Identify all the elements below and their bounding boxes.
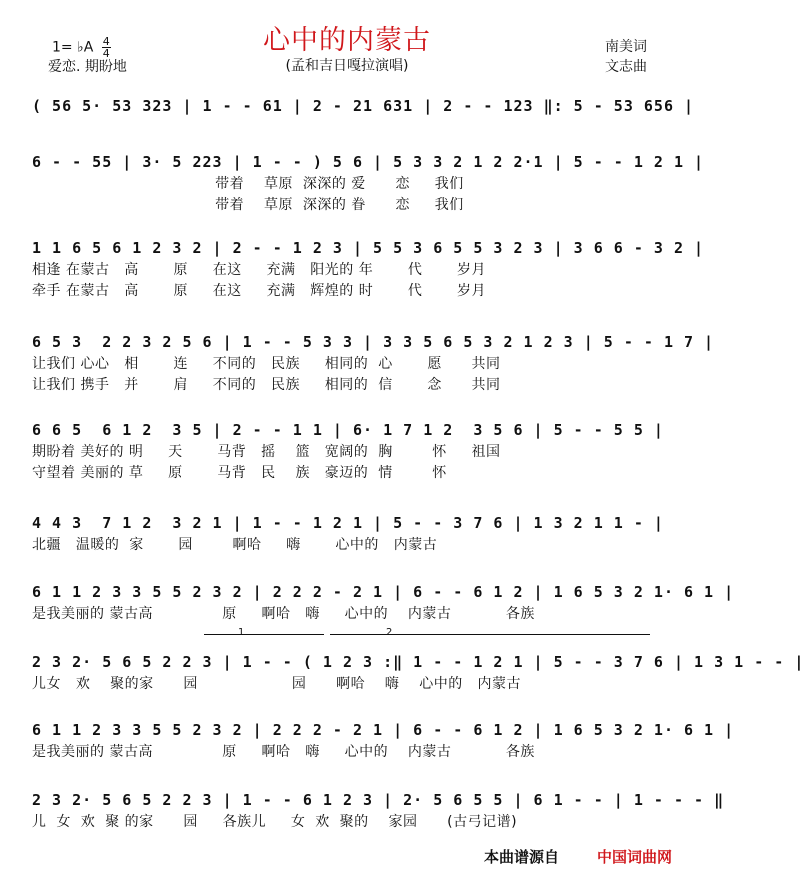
time-bottom: 4 (102, 47, 110, 60)
score-system-7 (32, 580, 735, 625)
expression-mark: 爱恋. 期盼地 (48, 59, 127, 75)
notation-line: 4 4 3 7 1 2 3 2 1 | 1 - - 1 2 1 | 5 - - 3 7 6 | 1 3 2 1 1 - | (32, 514, 664, 532)
volta-label-1: 1 (238, 627, 245, 638)
notation-line: 6 5 3 2 2 3 2 5 6 | 1 - - 5 3 3 | 3 3 5 6 5 3 2 1 2 3 | 5 - - 1 7 | (32, 333, 715, 351)
key-label: 1= ♭A (52, 39, 94, 56)
notation-line: 6 - - 55 | 3· 5 223 | 1 - - ) 5 6 | 5 3 3 2 1 2 2·1 | 5 - - 1 2 1 | (32, 153, 705, 171)
score-system-5 (32, 418, 664, 484)
lyric-line-1: 带着 草原 深深的 爱 恋 我们 (32, 176, 464, 192)
performer-note: (孟和吉日嘎拉演唱) (285, 58, 409, 74)
lyric-line-1: 北疆 温暖的 家 园 啊哈 嗨 心中的 内蒙古 (32, 537, 438, 553)
notation-line: 6 1 1 2 3 3 5 5 2 3 2 | 2 2 2 - 2 1 | 6 - - 6 1 2 | 1 6 5 3 2 1· 6 1 | (32, 721, 735, 739)
score-header (0, 0, 694, 80)
lyric-line-1: 期盼着 美好的 明 天 马背 摇 篮 宽阔的 胸 怀 祖国 (32, 444, 501, 460)
lyric-line-2: 带着 草原 深深的 眷 恋 我们 (32, 197, 464, 213)
score-system-9 (32, 718, 735, 763)
lyric-line-1: 儿 女 欢 聚 的家 园 各族儿 女 欢 聚的 家园 (古弓记谱) (32, 814, 518, 830)
lyric-line-1 (32, 118, 664, 139)
lyric-line-1: 儿女 欢 聚的家 园 园 啊哈 嗨 心中的 内蒙古 (32, 676, 522, 692)
lyric-line-2: 牵手 在蒙古 高 原 在这 充满 辉煌的 时 代 岁月 (32, 283, 487, 299)
volta-bracket-1 (204, 634, 324, 635)
lyric-line-1: 是我美丽的 蒙古高 原 啊哈 嗨 心中的 内蒙古 各族 (32, 744, 535, 760)
notation-line: 2 3 2· 5 6 5 2 2 3 | 1 - - ( 1 2 3 :‖ 1 - - 1 2 1 | 5 - - 3 7 6 | 1 3 1 - - | (32, 653, 804, 671)
score-system-6 (32, 511, 664, 556)
volta-bracket-2 (330, 634, 650, 635)
lyric-line-2: 让我们 携手 并 肩 不同的 民族 相同的 信 念 共同 (32, 377, 501, 393)
lyric-line-1: 是我美丽的 蒙古高 原 啊哈 嗨 心中的 内蒙古 各族 (32, 606, 535, 622)
time-top: 4 (102, 35, 110, 48)
lyric-line-2: 守望着 美丽的 草 原 马背 民 族 豪迈的 情 怀 (32, 465, 447, 481)
notation-line: 1 1 6 5 6 1 2 3 2 | 2 - - 1 2 3 | 5 5 3 6 5 5 3 2 3 | 3 6 6 - 3 2 | (32, 239, 705, 257)
score-system-3 (32, 236, 705, 302)
volta-label-2: 2 (386, 627, 393, 638)
notation-line: 6 6 5 6 1 2 3 5 | 2 - - 1 1 | 6· 1 7 1 2 3 5 6 | 5 - - 5 5 | (32, 421, 664, 439)
lyricist-credit: 南美词 (605, 39, 647, 55)
lyric-line-1: 相逢 在蒙古 高 原 在这 充满 阳光的 年 代 岁月 (32, 262, 487, 278)
composer-credit: 文志曲 (605, 59, 647, 75)
score-system-8 (32, 650, 804, 695)
score-system-10 (32, 788, 725, 833)
source-label: 本曲谱源自 (484, 848, 560, 866)
song-title: 心中的内蒙古 (263, 25, 431, 56)
score-system-2 (32, 150, 705, 216)
notation-line: ( 56 5· 53 323 | 1 - - 61 | 2 - 21 631 | 2 - - 123 ‖: 5 - 53 656 | (32, 97, 695, 115)
lyric-line-1: 让我们 心心 相 连 不同的 民族 相同的 心 愿 共同 (32, 356, 501, 372)
source-site-link[interactable]: 中国词曲网 (597, 848, 673, 866)
notation-line: 2 3 2· 5 6 5 2 2 3 | 1 - - 6 1 2 3 | 2· 5 6 5 5 | 6 1 - - | 1 - - - ‖ (32, 791, 725, 809)
score-system-4 (32, 330, 715, 396)
score-system-1 (32, 94, 695, 139)
notation-line: 6 1 1 2 3 3 5 5 2 3 2 | 2 2 2 - 2 1 | 6 - - 6 1 2 | 1 6 5 3 2 1· 6 1 | (32, 583, 735, 601)
